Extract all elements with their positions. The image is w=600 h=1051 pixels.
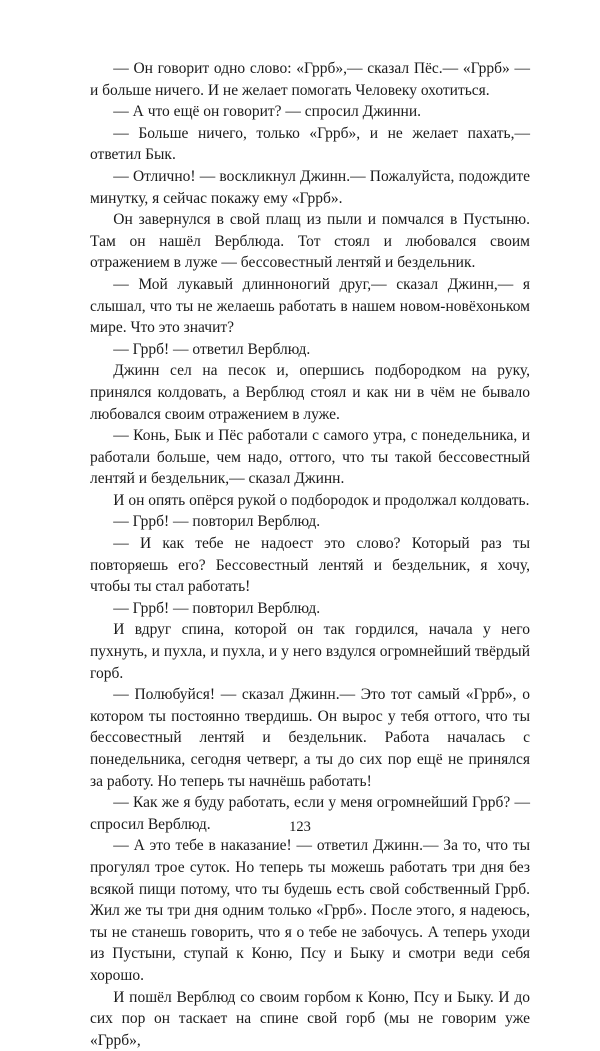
paragraph-16: — Как же я буду работать, если у меня огромнейший Гррб? — спросил Верблюд. [90, 794, 530, 833]
paragraph-14: И вдруг спина, которой он так гордился, начала у него пухнуть, и пухла, и пухла, и у него вздулся огромнейший твёрдый горб. [90, 621, 530, 682]
paragraph-10: И он опять опёрся рукой о подбородок и продолжал колдовать. [113, 491, 530, 509]
paragraph-15: — Полюбуйся! — сказал Джинн.— Это тот самый «Гррб», о котором ты постоянно твердишь. Он вырос у тебя оттого, что ты бессовестный лентяй и бездельник. Работа началась с понедельника, сегодня четверг, а ты до сих пор ещё не принялся за работу. Но теперь ты начнёшь работать! [90, 686, 530, 790]
paragraph-8: Джинн сел на песок и, опершись подбородком на руку, принялся колдовать, а Верблюд стоял и как ни в чём не бывало любовался своим отражением в луже. [90, 362, 530, 423]
paragraph-3: — Больше ничего, только «Гррб», и не желает пахать,— ответил Бык. [90, 124, 530, 164]
page-body [90, 58, 530, 1051]
paragraph-12: — И как тебе не надоест это слово? Который раз ты повторяешь его? Бессовестный лентяй и бездельник, я хочу, чтобы ты стал работать! [90, 535, 530, 596]
paragraph-18: И пошёл Верблюд со своим горбом к Коню, Псу и Быку. И до сих пор он таскает на спине свой горб (мы не говорим уже «Гррб», [90, 988, 530, 1049]
paragraph-5: Он завернулся в свой плащ из пыли и помчался в Пустыню. Там он нашёл Верблюда. Тот стоял и любовался своим отражением в луже — бессовестный лентяй и бездельник. [90, 211, 530, 272]
paragraph-2: — А что ещё он говорит? — спросил Джинни. [113, 103, 421, 121]
paragraph-13: — Гррб! — повторил Верблюд. [113, 599, 321, 617]
page-number: 123 [289, 819, 311, 835]
paragraph-4: — Отлично! — воскликнул Джинн.— Пожалуйста, подождите минутку, я сейчас покажу ему «Гррб». [90, 167, 530, 207]
paragraph-11: — Гррб! — повторил Верблюд. [113, 513, 321, 531]
paragraph-9: — Конь, Бык и Пёс работали с самого утра, с понедельника, и работали больше, чем надо, оттого, что ты такой бессовестный лентяй и бездельник,— сказал Джинн. [90, 427, 530, 488]
paragraph-1: — Он говорит одно слово: «Гррб»,— сказал Пёс.— «Гррб» — и больше ничего. И не желает помогать Человеку охотиться. [90, 60, 530, 99]
paragraph-6: — Мой лукавый длинноногий друг,— сказал Джинн,— я слышал, что ты не желаешь работать в нашем новом-новёхоньком мире. Что это значит? [90, 275, 530, 337]
paragraph-17: — А это тебе в наказание! — ответил Джинн.— За то, что ты прогулял трое суток. Но теперь ты можешь работать три дня без всякой пищи потому, что ты будешь есть свой собственный Гррб. Жил же ты три дня одним только «Гррб». После этого, я надеюсь, ты не станешь говорить, что я о тебе не забочусь. А теперь уходи из Пустыни, ступай к Коню, Псу и Быку и смотри веди себя хорошо. [90, 837, 530, 984]
paragraph-7: — Гррб! — ответил Верблюд. [113, 340, 311, 358]
